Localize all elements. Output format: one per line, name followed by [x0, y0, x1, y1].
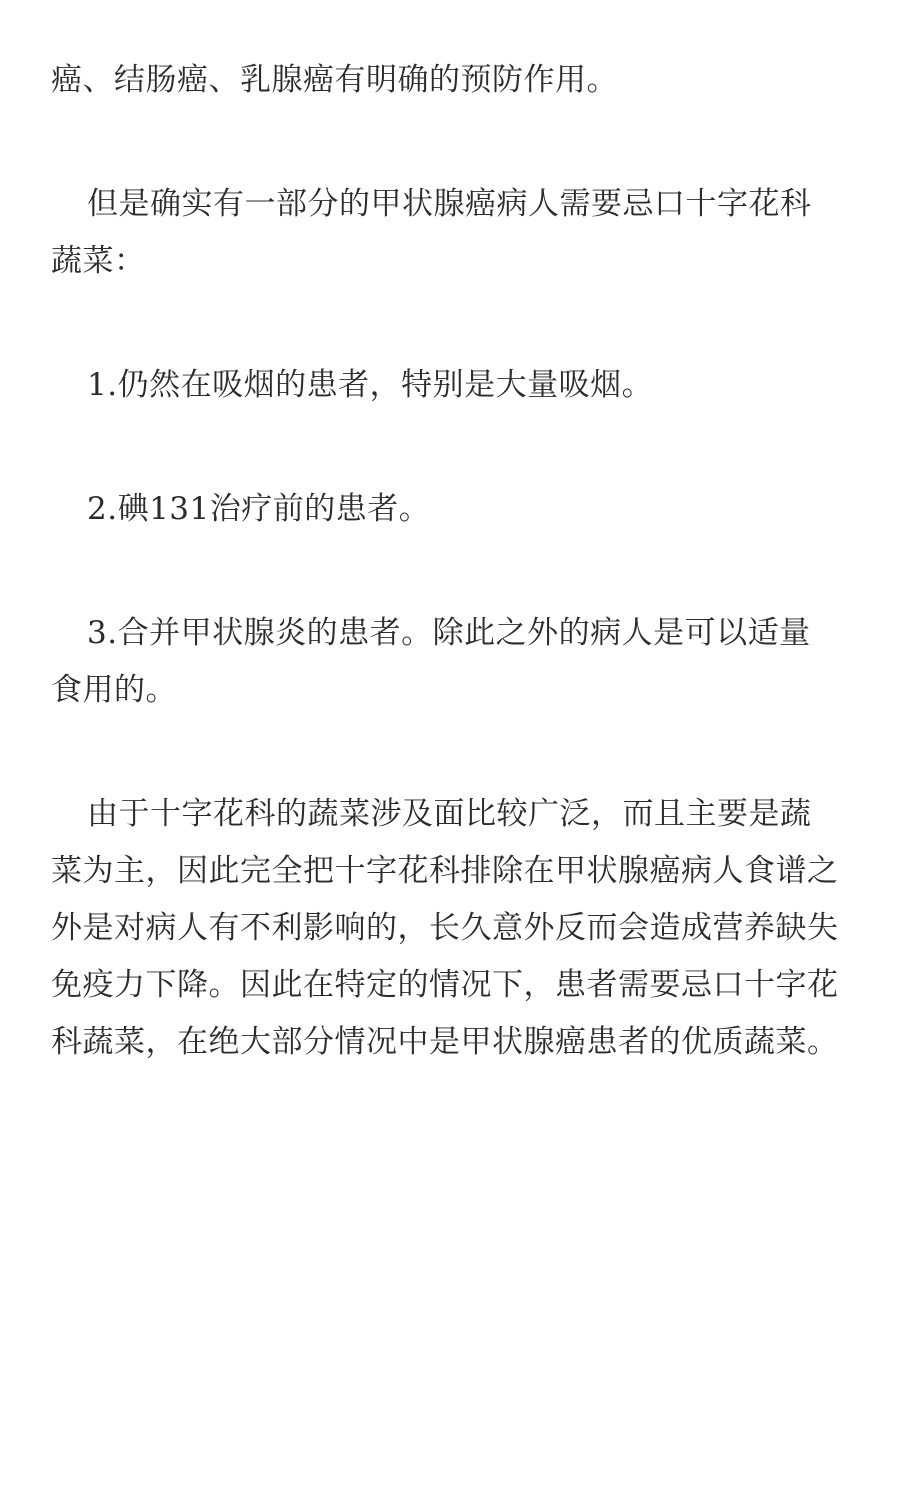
paragraph-intro-avoid: 但是确实有一部分的甲状腺癌病人需要忌口十字花科蔬菜： [51, 186, 812, 279]
paragraph-conclusion: 由于十字花科的蔬菜涉及面比较广泛，而且主要是蔬菜为主，因此完全把十字花科排除在甲状腺癌病人食谱之外是对病人有不利影响的，长久意外反而会造成营养缺失免疫力下降。因此在特定的情况下，患者需要忌口十字花科蔬菜，在绝大部分情况中是甲状腺癌患者的优质蔬菜。 [51, 796, 839, 1060]
list-item-thyroiditis: 3.合并甲状腺炎的患者。除此之外的病人是可以适量食用的。 [51, 615, 811, 708]
list-item-iodine-131: 2.碘131治疗前的患者。 [87, 491, 431, 527]
list-item-smokers: 1.仍然在吸烟的患者，特别是大量吸烟。 [87, 367, 654, 403]
article-body [51, 52, 841, 1138]
paragraph-prevention: 癌、结肠癌、乳腺癌有明确的预防作用。 [51, 62, 618, 98]
